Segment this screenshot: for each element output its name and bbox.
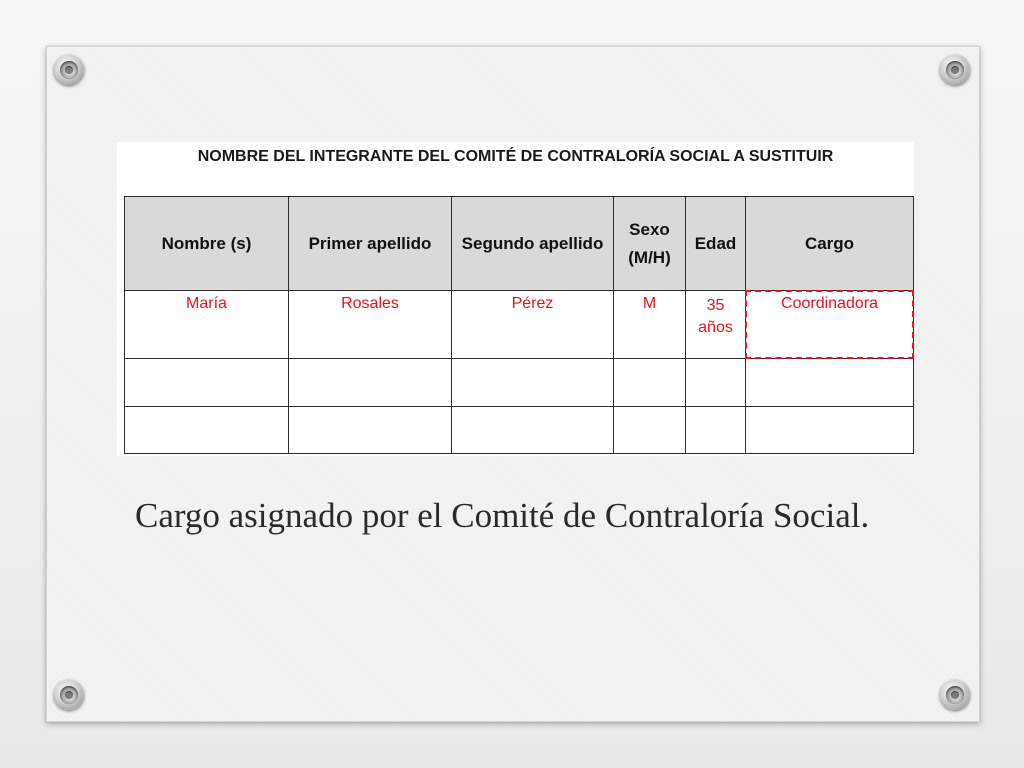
rivet-icon-bottom-left xyxy=(54,680,84,710)
empty-cell xyxy=(746,407,914,454)
form-table-image xyxy=(117,142,914,456)
member-table xyxy=(124,196,914,454)
empty-cell xyxy=(614,359,686,407)
header-segundo-apellido: Segundo apellido xyxy=(452,197,614,291)
cell-edad xyxy=(686,291,746,359)
cell-edad-number: 35 xyxy=(706,297,725,314)
empty-cell xyxy=(125,359,289,407)
table-header-row xyxy=(125,197,914,291)
empty-cell xyxy=(125,407,289,454)
empty-cell xyxy=(452,407,614,454)
empty-cell xyxy=(686,407,746,454)
cell-primer-apellido: Rosales xyxy=(289,291,452,359)
header-sexo xyxy=(614,197,686,291)
table-row-empty xyxy=(125,407,914,454)
empty-cell xyxy=(746,359,914,407)
header-sexo-hint: (M/H) xyxy=(628,247,671,267)
empty-cell xyxy=(452,359,614,407)
rivet-icon-top-right xyxy=(940,55,970,85)
cell-nombre: María xyxy=(125,291,289,359)
cell-cargo-value: Coordinadora xyxy=(781,295,878,312)
empty-cell xyxy=(686,359,746,407)
slide-caption: Cargo asignado por el Comité de Contraloría Social. xyxy=(135,496,870,535)
cell-sexo: M xyxy=(614,291,686,359)
table-row xyxy=(125,291,914,359)
empty-cell xyxy=(289,359,452,407)
cell-segundo-apellido: Pérez xyxy=(452,291,614,359)
rivet-icon-top-left xyxy=(54,55,84,85)
rivet-icon-bottom-right xyxy=(940,680,970,710)
header-cargo: Cargo xyxy=(746,197,914,291)
header-edad: Edad xyxy=(686,197,746,291)
table-title: NOMBRE DEL INTEGRANTE DEL COMITÉ DE CONTRALORÍA SOCIAL A SUSTITUIR xyxy=(197,148,834,165)
header-sexo-label: Sexo xyxy=(629,219,670,239)
empty-cell xyxy=(289,407,452,454)
table-row-empty xyxy=(125,359,914,407)
header-nombre: Nombre (s) xyxy=(125,197,289,291)
cell-cargo xyxy=(746,291,914,359)
cell-edad-unit: años xyxy=(698,319,733,336)
header-primer-apellido: Primer apellido xyxy=(289,197,452,291)
empty-cell xyxy=(614,407,686,454)
